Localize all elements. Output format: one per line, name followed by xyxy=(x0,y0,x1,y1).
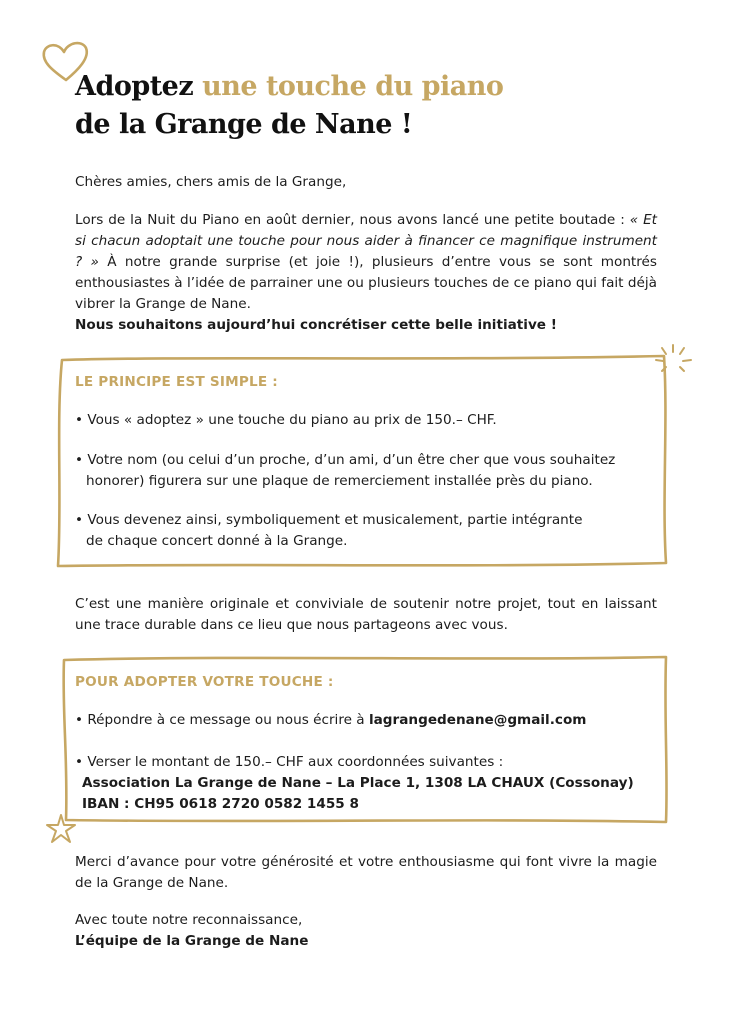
principle-item-2-line2: honorer) figurera sur une plaque de remerciement installée près du piano. xyxy=(86,473,593,489)
principle-item-3-line1: • Vous devenez ainsi, symboliquement et musicalement, partie intégrante xyxy=(75,512,583,528)
greeting: Chères amies, chers amis de la Grange, xyxy=(75,174,347,190)
adopt-heading: POUR ADOPTER VOTRE TOUCHE : xyxy=(75,674,334,690)
star-doodle-icon xyxy=(44,812,78,846)
iban: IBAN : CH95 0618 2720 0582 1455 8 xyxy=(82,796,359,812)
signature: L’équipe de la Grange de Nane xyxy=(75,933,309,949)
intro-text-after: À notre grande surprise (et joie !), plusieurs d’entre vous se sont montrés enthousiastes à l’idée de parrainer une ou plusieurs touches de ce piano qui fait déjà vibrer la Grange de Nane. xyxy=(75,254,658,312)
title-part1: Adoptez xyxy=(75,71,203,102)
adopt-item-1-text: • Répondre à ce message ou nous écrire à xyxy=(75,712,369,728)
thanks-paragraph: Merci d’avance pour votre générosité et votre enthousiasme qui font vivre la magie de la Grange de Nane. xyxy=(75,854,657,891)
intro-quote: « Et si chacun adoptait une touche pour nous aider à financer ce magnifique instrument ? » xyxy=(75,212,657,270)
closing-line: Avec toute notre reconnaissance, xyxy=(75,912,303,928)
principle-item-2-line1: • Votre nom (ou celui d’un proche, d’un ami, d’un être cher que vous souhaitez xyxy=(75,452,616,468)
principle-item-1-text: • Vous « adoptez » une touche du piano au prix de 150.– CHF. xyxy=(75,412,497,428)
intro-bold: Nous souhaitons aujourd’hui concrétiser cette belle initiative ! xyxy=(75,317,557,333)
email-link[interactable]: lagrangedenane@gmail.com xyxy=(368,712,587,728)
association-address: Association La Grange de Nane – La Place 1, 1308 LA CHAUX (Cossonay) xyxy=(82,775,634,791)
title-accent: une touche du piano xyxy=(202,71,504,102)
adopt-item-1 xyxy=(75,710,660,731)
middle-paragraph: C’est une manière originale et conviviale de soutenir notre projet, tout en laissant une trace durable dans ce lieu que nous partageons avec vous. xyxy=(75,596,657,633)
adopt-item-2-text: • Verser le montant de 150.– CHF aux coordonnées suivantes : xyxy=(75,754,504,770)
principle-heading: LE PRINCIPE EST SIMPLE : xyxy=(75,374,278,390)
principle-item-3-line2: de chaque concert donné à la Grange. xyxy=(86,533,348,549)
intro-text-before: Lors de la Nuit du Piano en août dernier, nous avons lancé une petite boutade : xyxy=(75,212,630,228)
adopt-item-2 xyxy=(75,752,660,815)
closing-block xyxy=(75,910,657,952)
title-line2: de la Grange de Nane ! xyxy=(75,109,413,140)
